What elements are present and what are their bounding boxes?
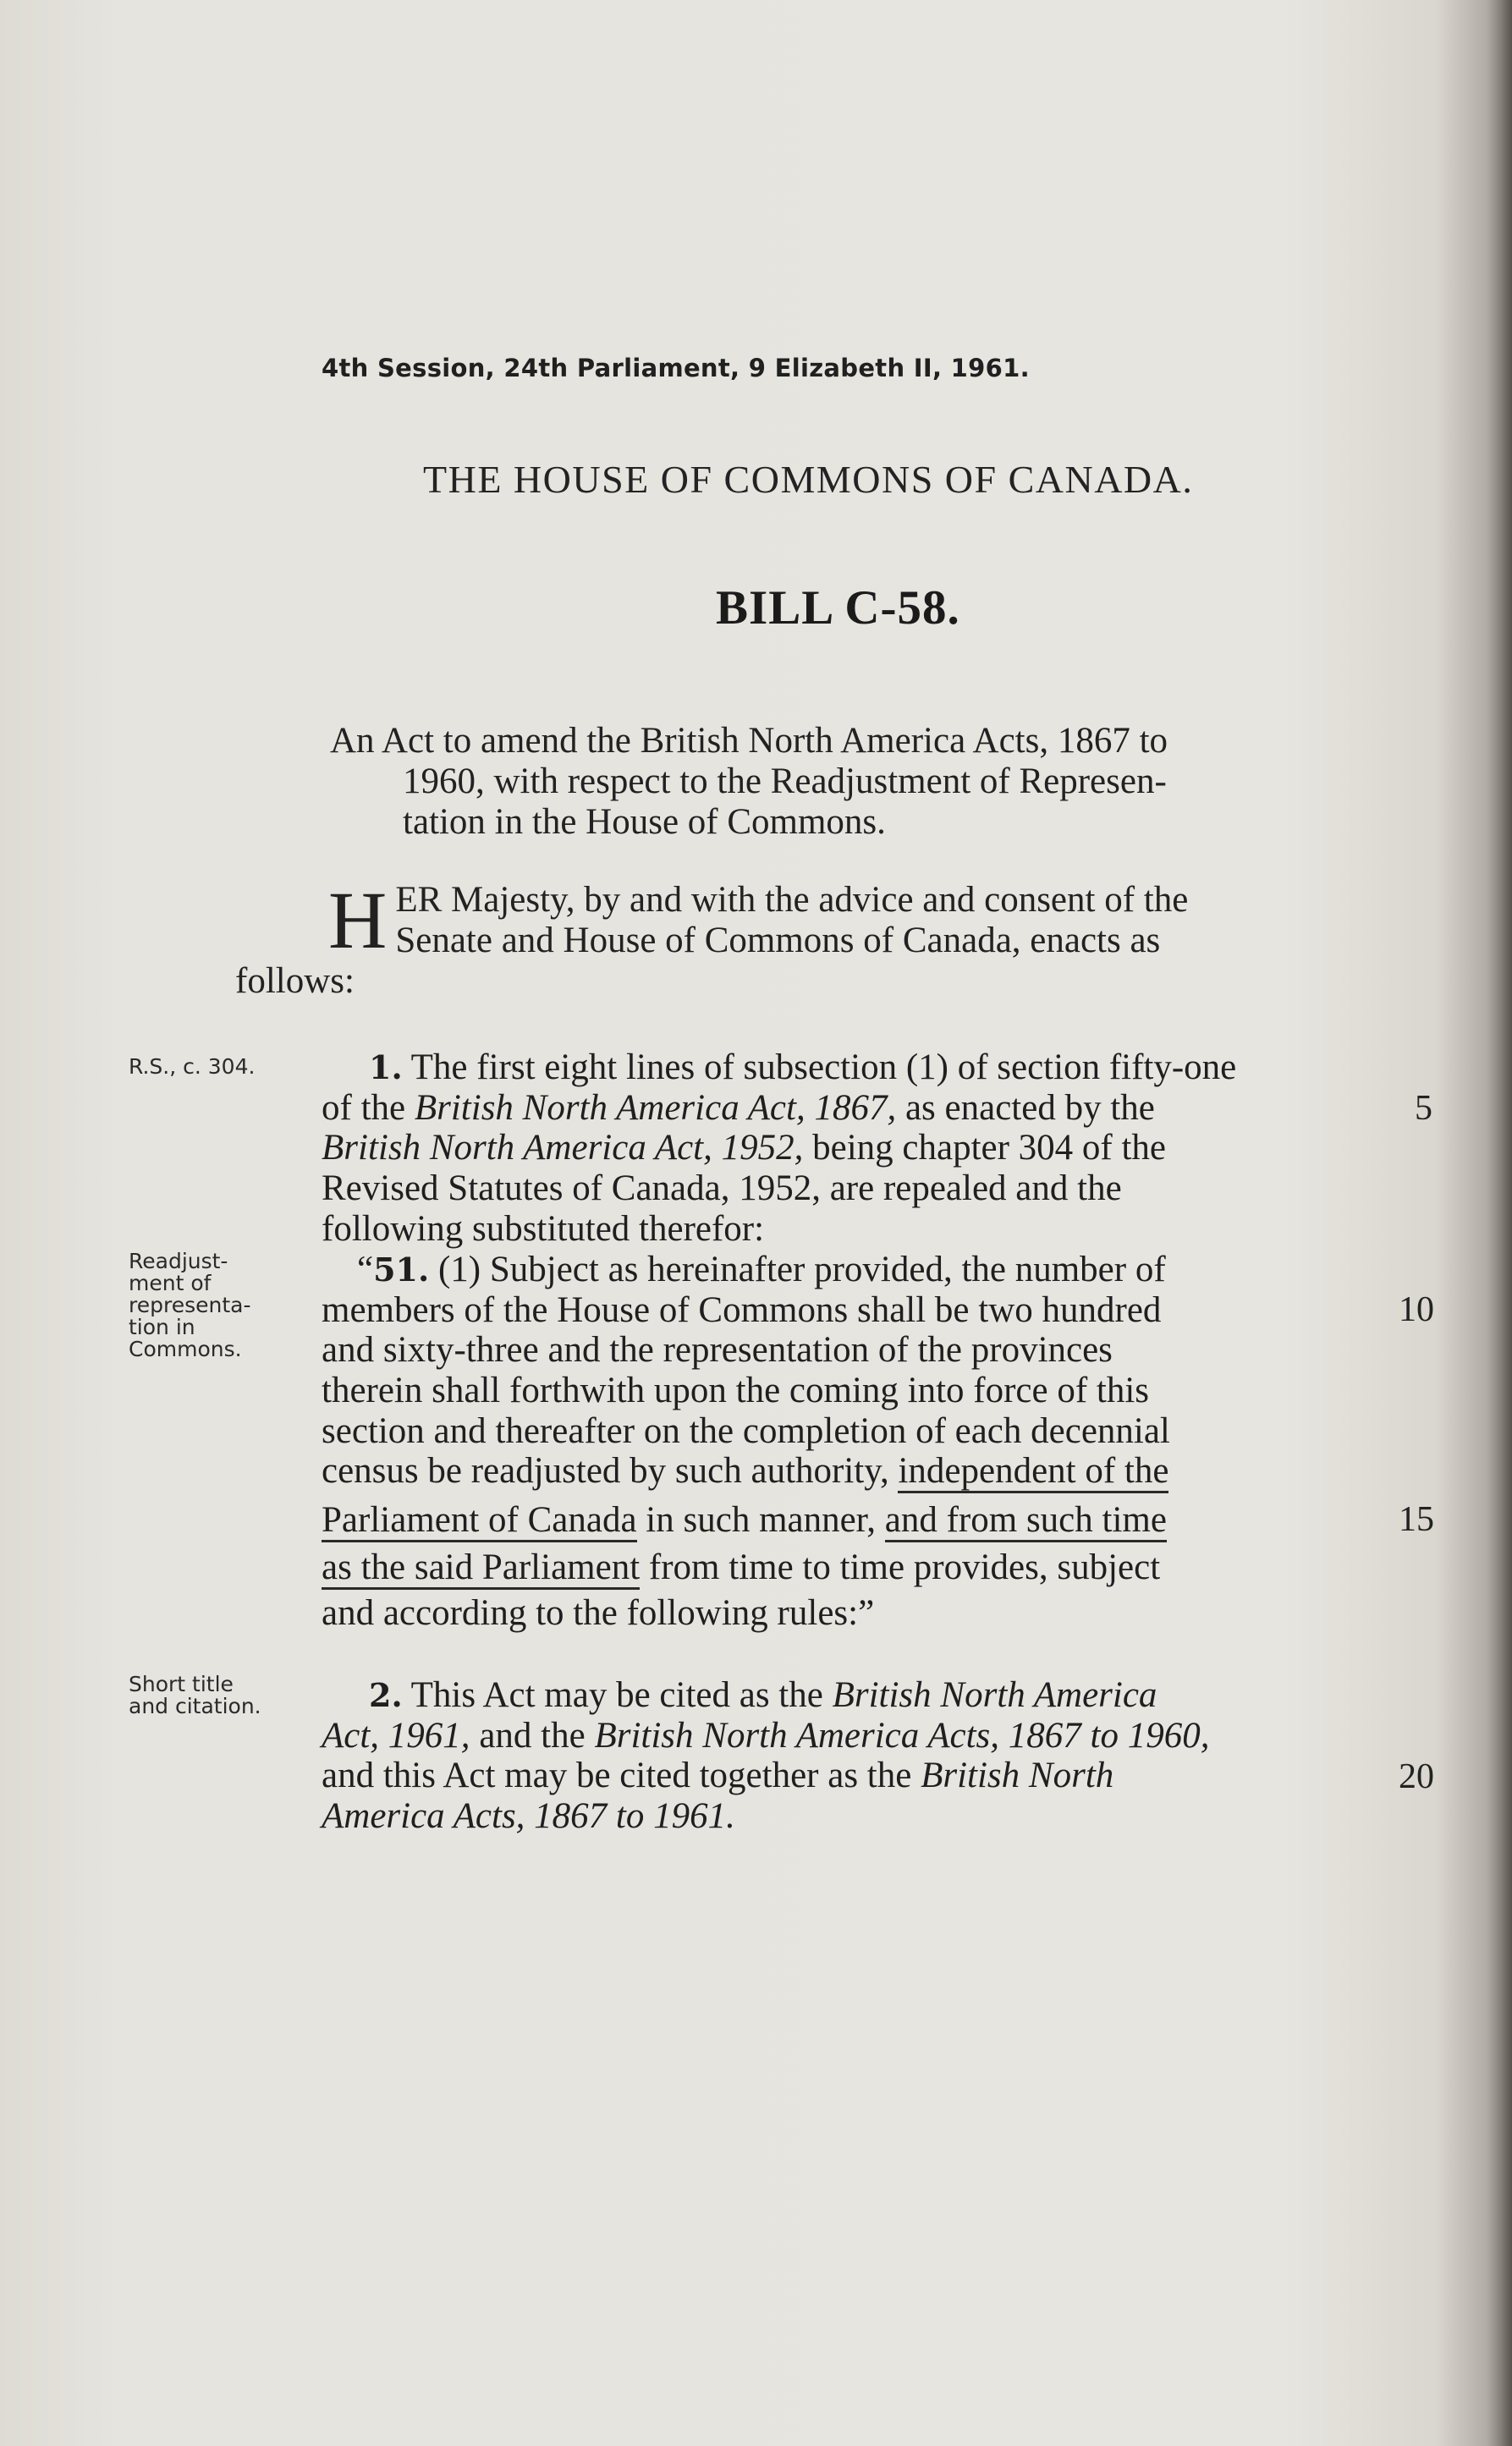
- section-51-line-2: members of the House of Commons shall be two hundred: [322, 1289, 1162, 1330]
- line-number-20: 20: [1399, 1757, 1434, 1796]
- text-run: and this Act may be cited together as the: [322, 1756, 921, 1796]
- section-51-line-9: and according to the following rules:”: [322, 1592, 875, 1633]
- italic-act-name: British North America Acts, 1867 to 1960,: [594, 1715, 1210, 1756]
- section-51-line-7: [322, 1500, 1383, 1541]
- section-1-line-5: following substituted therefor:: [322, 1208, 765, 1249]
- italic-act-name: British North America Act, 1952,: [322, 1128, 804, 1168]
- text-run: as enacted by the: [896, 1087, 1155, 1128]
- bill-long-title: [330, 721, 1388, 843]
- section-51-line-3: and sixty-three and the representation of the provinces: [322, 1330, 1113, 1371]
- margin-note-line: and citation.: [129, 1694, 261, 1718]
- margin-note-short-title: [129, 1674, 298, 1718]
- enacting-line-3: follows:: [235, 961, 355, 1001]
- enacting-line-1: ER Majesty, by and with the advice and consent of the: [395, 880, 1189, 920]
- section-number: 51.: [373, 1250, 430, 1289]
- underlined-text: independent of the: [898, 1451, 1168, 1493]
- margin-note-line: ment of: [129, 1271, 212, 1295]
- title-line-3: tation in the House of Commons.: [403, 802, 886, 842]
- text-run: in such manner,: [636, 1500, 885, 1541]
- margin-note-readjustment: [129, 1250, 298, 1360]
- underlined-text: and from such time: [885, 1500, 1167, 1542]
- section-51-line-6: [322, 1451, 1383, 1492]
- text-run: (1) Subject as hereinafter provided, the number of: [429, 1250, 1166, 1289]
- drop-cap: H: [328, 875, 388, 965]
- margin-note-rs: [129, 1056, 298, 1078]
- margin-note-line: Short title: [129, 1672, 234, 1696]
- section-number: 1.: [369, 1048, 403, 1086]
- section-51-line-8: [322, 1547, 1383, 1588]
- house-title: THE HOUSE OF COMMONS OF CANADA.: [423, 458, 1194, 501]
- section-1-line-4: Revised Statutes of Canada, 1952, are repealed and the: [322, 1168, 1122, 1209]
- session-line: 4th Session, 24th Parliament, 9 Elizabeth II, 1961.: [322, 354, 1030, 382]
- margin-note-rs-text: R.S., c. 304.: [129, 1054, 256, 1079]
- section-2-line-1: [322, 1675, 1383, 1716]
- section-2-line-3: [322, 1756, 1383, 1796]
- page-gutter-shadow: [1487, 0, 1512, 2446]
- margin-note-line: Commons.: [129, 1337, 242, 1361]
- open-quote: “: [357, 1250, 374, 1289]
- title-line-1: An Act to amend the British North America Acts, 1867 to: [330, 721, 1168, 761]
- italic-act-name: America Acts, 1867 to 1961.: [322, 1796, 735, 1837]
- italic-act-name: British North America: [832, 1675, 1157, 1715]
- underlined-text: as the said Parliament: [322, 1547, 640, 1590]
- underlined-text: Parliament of Canada: [322, 1500, 637, 1542]
- section-51-quoted: [322, 1250, 1383, 1633]
- line-number-5: 5: [1415, 1089, 1432, 1128]
- section-1-line-3: [322, 1128, 1383, 1168]
- section-number: 2.: [369, 1676, 403, 1714]
- enacting-clause: [235, 875, 1388, 1002]
- section-51-line-5: section and thereafter on the completion of each decennial: [322, 1410, 1170, 1451]
- section-51-line-4: therein shall forthwith upon the coming into force of this: [322, 1371, 1150, 1411]
- bill-number: BILL C-58.: [716, 581, 960, 635]
- title-line-2: 1960, with respect to the Readjustment of Represen-: [403, 761, 1167, 801]
- italic-act-name: British North America Act, 1867,: [414, 1087, 897, 1128]
- margin-note-line: Readjust-: [129, 1249, 228, 1273]
- section-2-line-4: [322, 1796, 1383, 1837]
- margin-note-line: tion in: [129, 1315, 195, 1339]
- text-run: being chapter 304 of the: [803, 1128, 1167, 1168]
- text-run: of the: [322, 1087, 415, 1128]
- text-run: The first eight lines of subsection (1) of section fifty-one: [410, 1047, 1237, 1087]
- line-number-15: 15: [1399, 1500, 1434, 1539]
- section-51-line-1: [322, 1250, 1383, 1290]
- section-1-line-2: [322, 1088, 1383, 1129]
- text-run: from time to time provides, subject: [640, 1547, 1161, 1587]
- italic-act-name: Act, 1961,: [322, 1715, 470, 1756]
- text-run: This Act may be cited as the: [402, 1675, 833, 1715]
- section-1-line-1: [322, 1047, 1383, 1088]
- text-run: census be readjusted by such authority,: [322, 1451, 899, 1492]
- italic-act-name: British North: [921, 1756, 1114, 1796]
- line-number-10: 10: [1399, 1290, 1434, 1329]
- margin-note-line: representa-: [129, 1293, 251, 1317]
- text-run: and the: [470, 1715, 595, 1756]
- section-1: [322, 1047, 1383, 1249]
- enacting-line-2: Senate and House of Commons of Canada, enacts as: [395, 921, 1161, 960]
- section-2-line-2: [322, 1716, 1383, 1756]
- section-2: [322, 1675, 1383, 1837]
